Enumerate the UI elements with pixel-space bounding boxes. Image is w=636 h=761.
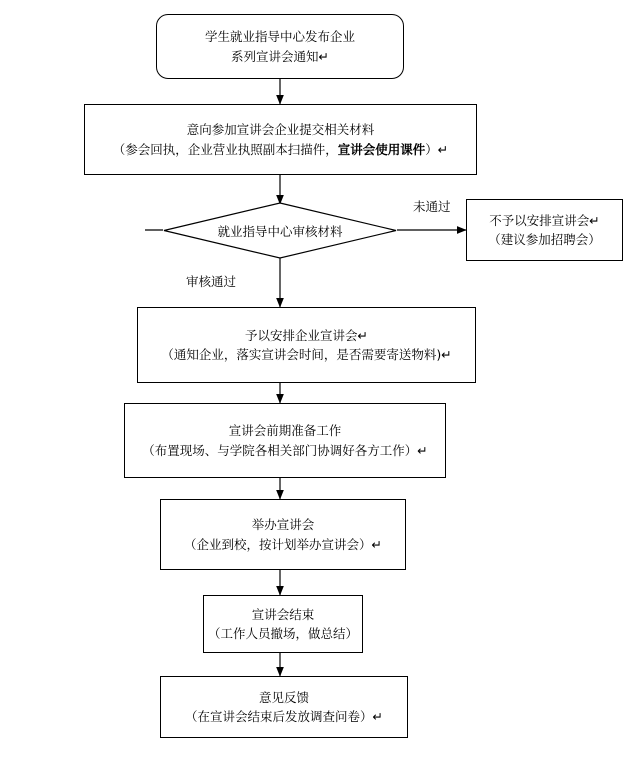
node-preparation-line2: （布置现场、与学院各相关部门协调好各方工作）↵ <box>142 442 428 458</box>
node-preparation-work <box>124 403 446 478</box>
node-review-materials <box>163 202 397 259</box>
node-hold-line2: （企业到校，按计划举办宣讲会）↵ <box>184 536 382 552</box>
node-hold-line1: 举办宣讲会 <box>251 517 315 533</box>
node-hold-session <box>160 499 406 570</box>
node-submit-materials-line2 <box>113 140 449 159</box>
node-feedback <box>160 676 408 738</box>
node-reject-line2: （建议参加招聘会） <box>488 232 601 247</box>
node-approve-line1: 予以安排企业宣讲会↵ <box>245 327 368 343</box>
node-publish-notice-line2: 系列宣讲会通知↵ <box>231 48 329 64</box>
node-preparation-line1: 宣讲会前期准备工作 <box>228 423 342 439</box>
node-approve-arrangement <box>137 307 476 383</box>
node-publish-notice <box>156 14 404 79</box>
edge-label-rejected: 未通过 <box>413 199 451 214</box>
node-feedback-line2: （在宣讲会结束后发放调查问卷）↵ <box>185 709 383 724</box>
node-session-end <box>203 595 363 653</box>
node-session-end-line2: （工作人员撤场，做总结） <box>207 626 358 641</box>
node-publish-notice-line1: 学生就业指导中心发布企业 <box>204 29 355 45</box>
node-feedback-line1: 意见反馈 <box>258 689 309 705</box>
node-review-materials-label: 就业指导中心审核材料 <box>217 223 343 239</box>
node-session-end-line1: 宣讲会结束 <box>251 606 315 622</box>
node-reject-arrangement <box>466 199 623 261</box>
submit-note-prefix: （参会回执，企业营业执照副本扫描件， <box>112 141 338 157</box>
edge-label-approved: 审核通过 <box>186 274 237 289</box>
node-submit-materials-line1: 意向参加宣讲会企业提交相关材料 <box>186 122 375 138</box>
node-reject-line1: 不予以安排宣讲会↵ <box>489 212 600 228</box>
submit-note-bold: 宣讲会使用课件 <box>337 141 426 157</box>
submit-note-suffix: ）↵ <box>425 141 449 157</box>
node-approve-line2: （通知企业，落实宣讲会时间，是否需要寄送物料)↵ <box>161 347 452 362</box>
node-submit-materials <box>84 104 477 175</box>
